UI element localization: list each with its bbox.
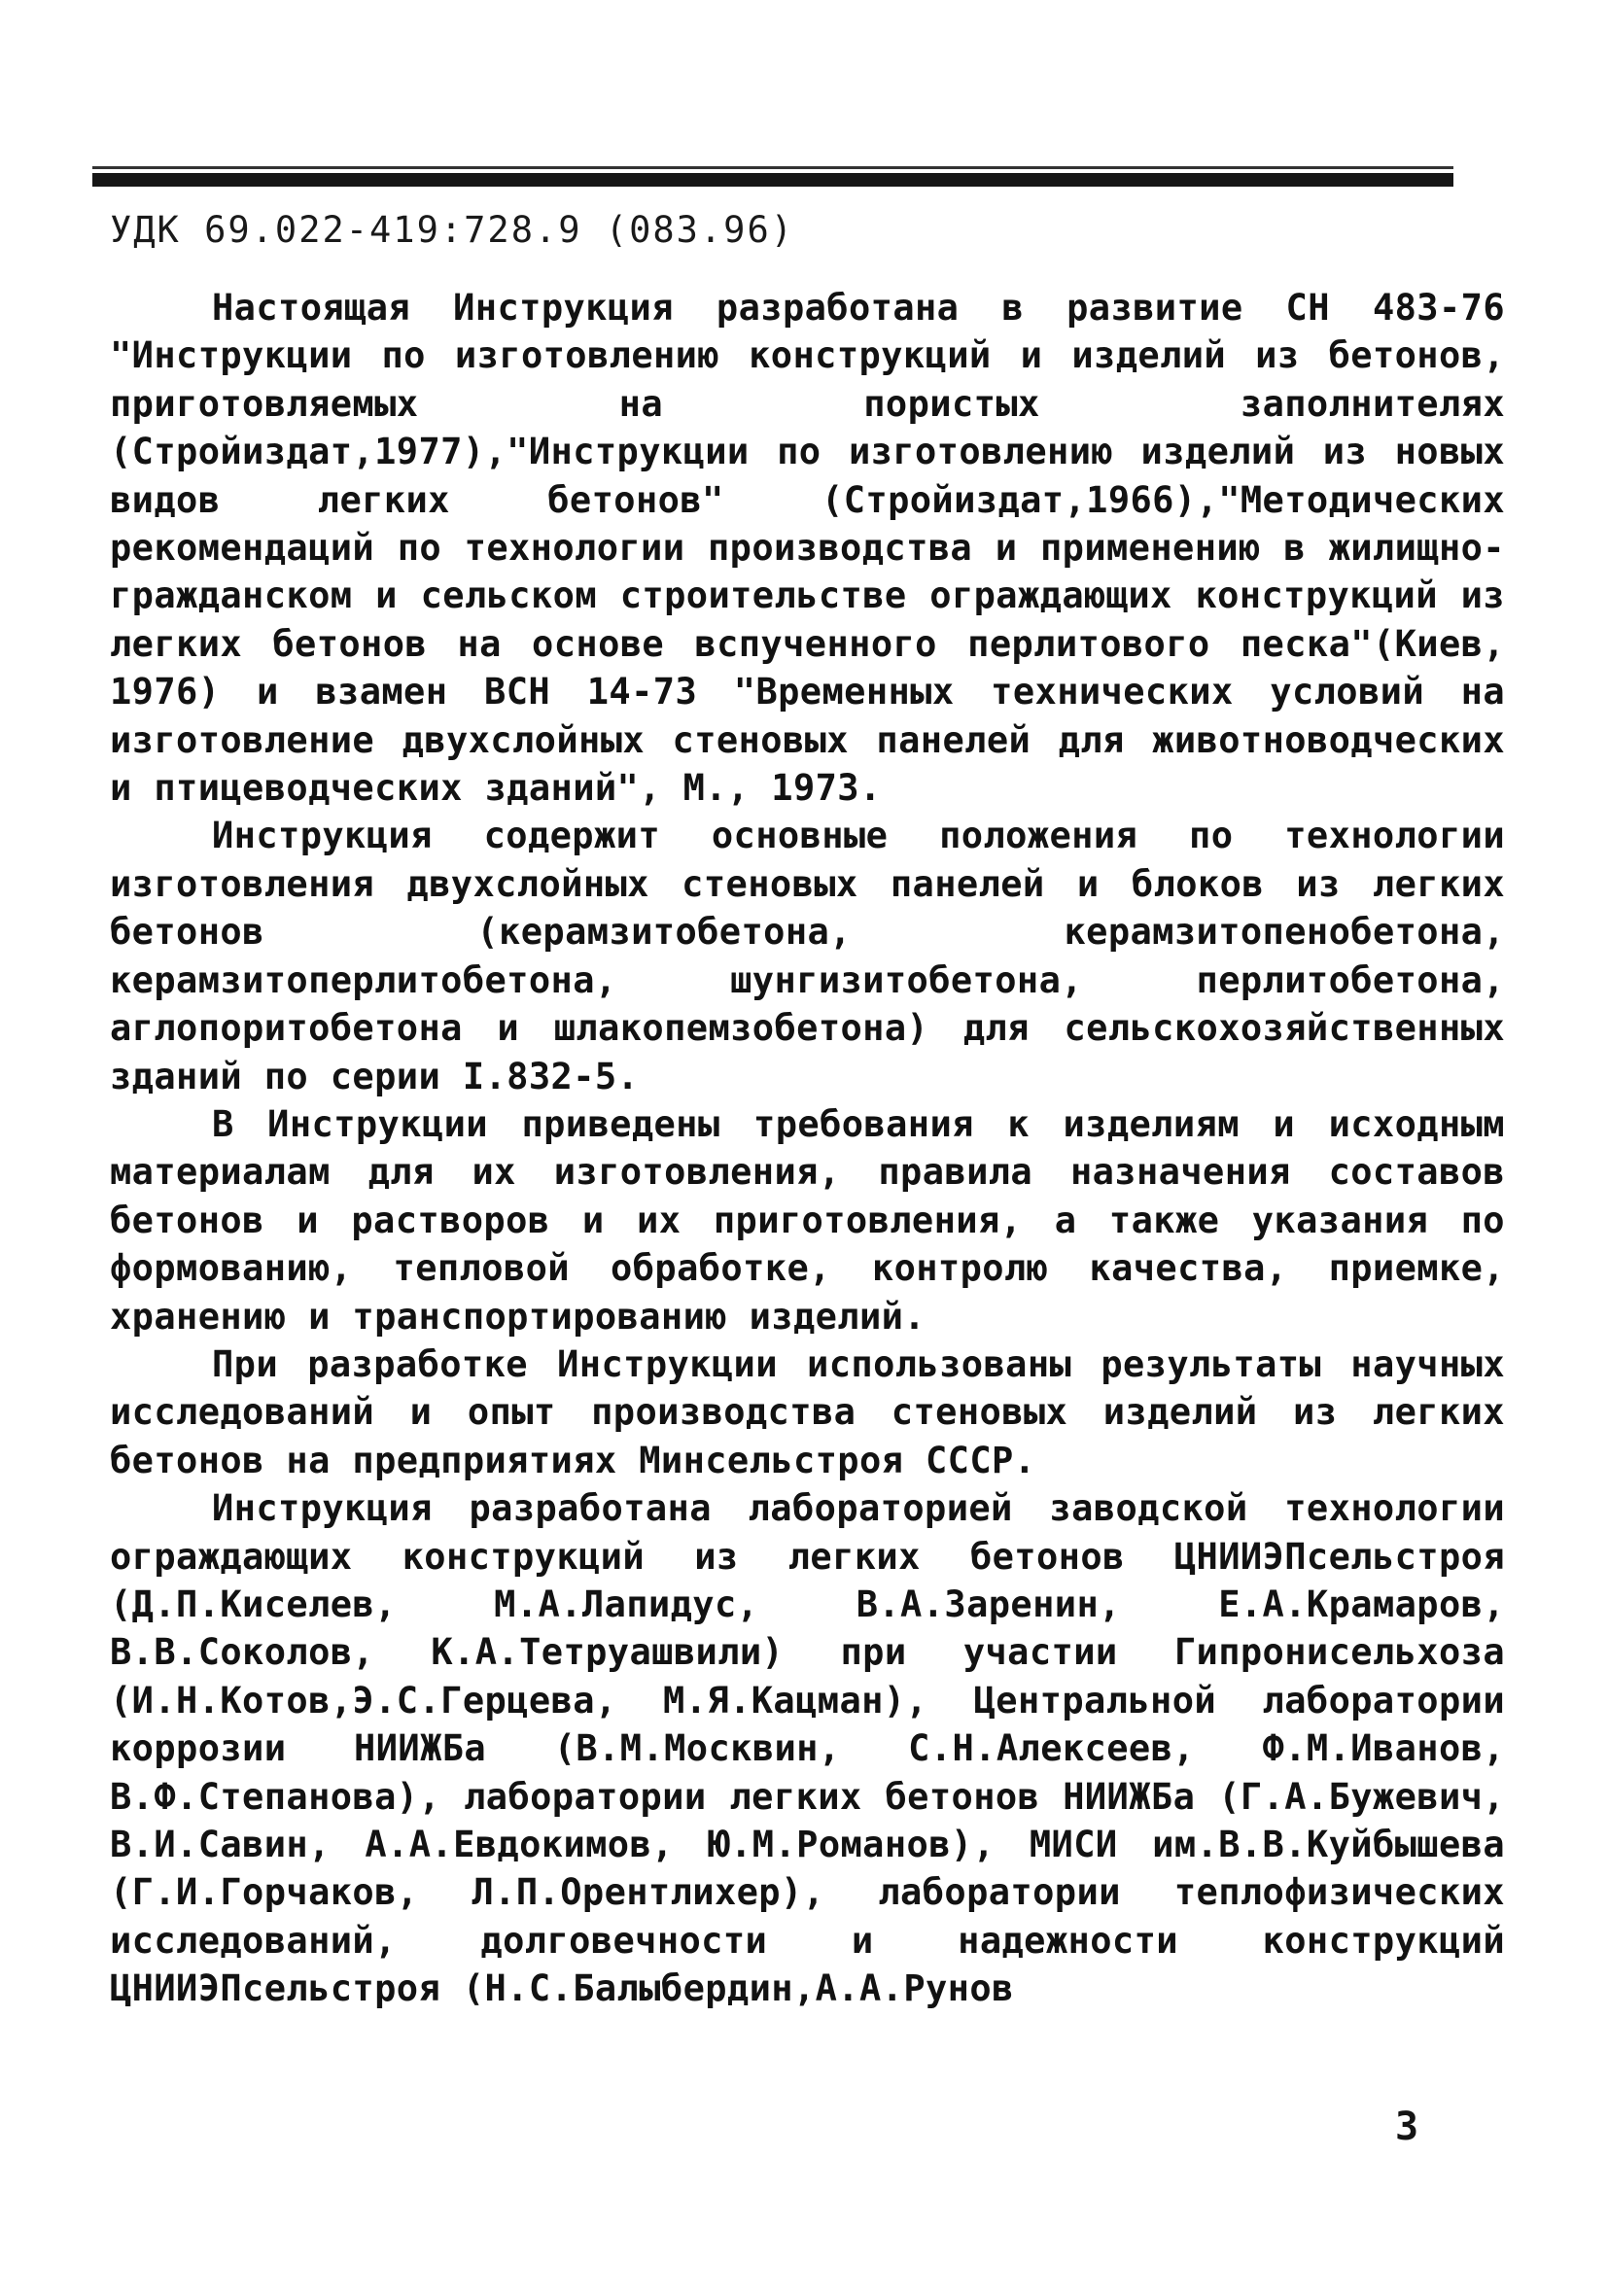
paragraph: При разработке Инструкции использованы результаты научных исследований и опыт производства стеновых изделий из легких бетонов на предприятиях Минсельстроя СССР. [110, 1342, 1505, 1481]
paragraph: В Инструкции приведены требования к изделиям и исходным материалам для их изготовления, правила назначения составов бетонов и растворов и их приготовления, а также указания по формованию, тепловой обработке, контролю качества, приемке, хранению и транспортированию изделий. [110, 1102, 1505, 1338]
paragraph: Инструкция разработана лабораторией заводской технологии ограждающих конструкций из легких бетонов ЦНИИЭПсельстроя (Д.П.Киселев, М.А.Лапидус, В.А.Заренин, Е.А.Крамаров, В.В.Соколов, К.А.Тетруашвили) при участии Гипронисельхоза (И.Н.Котов,Э.С.Герцева, М.Я.Кацман), Центральной лаборатории коррозии НИИЖБа (В.М.Москвин, С.Н.Алексеев, Ф.М.Иванов, В.Ф.Степанова), лаборатории легких бетонов НИИЖБа (Г.А.Бужевич, В.И.Савин, А.А.Евдокимов, Ю.М.Романов), МИСИ им.В.В.Куйбышева (Г.И.Горчаков, Л.П.Орентлихер), лаборатории теплофизических исследований, долговечности и надежности конструкций ЦНИИЭПсельстроя (Н.С.Балыбердин,А.А.Рунов [110, 1487, 1505, 2010]
paragraph: Инструкция содержит основные положения по технологии изготовления двухслойных стеновых панелей и блоков из легких бетонов (керамзитобетона, керамзитопенобетона, керамзитоперлитобетона, шунгизитобетона, перлитобетона, аглопоритобетона и шлакопемзобетона) для сельскохозяйственных зданий по серии I.832-5. [110, 815, 1505, 1097]
top-rule [92, 173, 1453, 187]
top-rule-thin [92, 166, 1453, 169]
body-text [110, 284, 1505, 2013]
paragraph: Настоящая Инструкция разработана в развитие СН 483-76 "Инструкции по изготовлению конструкций и изделий из бетонов, приготовляемых на пористых заполнителях (Стройиздат,1977),"Инструкции по изготовлению изделий из новых видов легких бетонов" (Стройиздат,1966),"Методических рекомендаций по технологии производства и применению в жилищно-гражданском и сельском строительстве ограждающих конструкций из легких бетонов на основе вспученного перлитового песка"(Киев, 1976) и взамен ВСН 14-73 "Временных технических условий на изготовление двухслойных стеновых панелей для животноводческих и птицеводческих зданий", М., 1973. [110, 287, 1505, 810]
page-number: 3 [1395, 2105, 1419, 2149]
udk-code: УДК 69.022-419:728.9 (083.96) [110, 209, 795, 251]
